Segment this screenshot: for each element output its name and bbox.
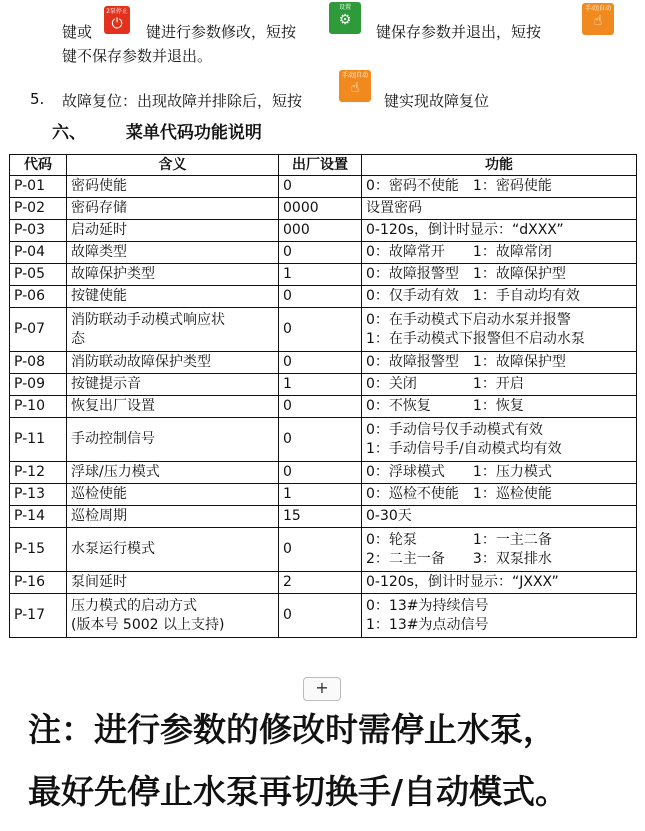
cell-function xyxy=(362,572,637,594)
cell-function xyxy=(362,198,637,220)
cell-function-line: 0-120s，倒计时显示：“dXXX” xyxy=(366,222,564,238)
table-row xyxy=(10,462,637,484)
cell-default: 0 xyxy=(279,418,362,462)
cell-function xyxy=(362,528,637,572)
section-heading xyxy=(52,118,262,143)
cell-function-line: 1：在手动模式下报警但不启动水泵 xyxy=(366,330,585,347)
cell-default: 0 xyxy=(279,594,362,638)
power-icon: ⏻ xyxy=(111,16,123,32)
cell-meaning xyxy=(67,374,279,396)
cell-code: P-12 xyxy=(10,462,67,484)
cell-meaning-line: 恢复出厂设置 xyxy=(71,398,155,414)
cell-meaning xyxy=(67,528,279,572)
cell-function-line: 0：浮球模式 1：压力模式 xyxy=(366,464,552,480)
section-number: 六、 xyxy=(52,123,86,143)
cell-meaning-line: 消防联动手动模式响应状 xyxy=(71,311,225,328)
cell-function xyxy=(362,264,637,286)
cell-function xyxy=(362,418,637,462)
cell-function xyxy=(362,286,637,308)
table-row xyxy=(10,396,637,418)
table-row xyxy=(10,484,637,506)
cell-function-line: 0-30天 xyxy=(366,508,412,524)
cell-function-line: 1：手动信号手/自动模式均有效 xyxy=(366,440,562,457)
cell-meaning-line: 故障保护类型 xyxy=(71,266,155,282)
add-button[interactable]: + xyxy=(303,677,341,701)
cell-meaning xyxy=(67,484,279,506)
table-row xyxy=(10,220,637,242)
cell-function xyxy=(362,176,637,198)
table-row xyxy=(10,374,637,396)
text-line-1 xyxy=(62,21,92,42)
hand-pointer-icon: ☝ xyxy=(350,80,360,96)
cell-meaning-line: 水泵运行模式 xyxy=(71,541,155,557)
cell-meaning-line: 压力模式的启动方式 xyxy=(71,597,197,614)
cell-function xyxy=(362,242,637,264)
cell-meaning xyxy=(67,352,279,374)
menu-code-table xyxy=(9,154,637,638)
cell-function-line: 1：13#为点动信号 xyxy=(366,616,489,633)
cell-code: P-09 xyxy=(10,374,67,396)
cell-function-line: 0：不恢复 1：恢复 xyxy=(366,398,524,414)
cell-default: 2 xyxy=(279,572,362,594)
cell-meaning-line: (版本号 5002 以上支持) xyxy=(71,616,225,633)
cell-meaning-line: 巡检周期 xyxy=(71,508,127,524)
cell-function-line: 0：手动信号仅手动模式有效 xyxy=(366,421,543,438)
cell-meaning-line: 密码存储 xyxy=(71,200,127,216)
cell-code: P-11 xyxy=(10,418,67,462)
cell-meaning-line: 浮球/压力模式 xyxy=(71,464,160,480)
cell-default: 0 xyxy=(279,462,362,484)
text-line-1-post xyxy=(376,21,541,42)
cell-meaning-line: 按键使能 xyxy=(71,288,127,304)
cell-meaning xyxy=(67,242,279,264)
cell-code: P-10 xyxy=(10,396,67,418)
gear-icon: ⚙ xyxy=(338,12,352,28)
cell-function xyxy=(362,484,637,506)
cell-function-line: 0：故障常开 1：故障常闭 xyxy=(366,244,552,260)
stop-button-icon xyxy=(104,6,130,34)
cell-meaning xyxy=(67,572,279,594)
cell-meaning xyxy=(67,462,279,484)
cell-default: 1 xyxy=(279,264,362,286)
cell-meaning xyxy=(67,308,279,352)
manual-auto-caption: 手动|自动 xyxy=(584,5,612,12)
manual-auto-button-icon xyxy=(582,3,614,35)
cell-function-line: 0：故障报警型 1：故障保护型 xyxy=(366,266,566,282)
text-line-2: 键不保存参数并退出。 xyxy=(62,47,213,65)
header-code: 代码 xyxy=(10,155,67,176)
cell-function-line: 0：关闭 1：开启 xyxy=(366,376,524,392)
cell-function xyxy=(362,396,637,418)
cell-meaning xyxy=(67,264,279,286)
cell-code: P-02 xyxy=(10,198,67,220)
item5-pre: 故障复位：出现故障并排除后，短按 xyxy=(62,92,303,110)
cell-default: 0000 xyxy=(279,198,362,220)
table-row xyxy=(10,352,637,374)
cell-function xyxy=(362,220,637,242)
stop-caption: 2泵停止 xyxy=(106,8,128,15)
cell-function-line: 设置密码 xyxy=(366,200,422,216)
cell-code: P-17 xyxy=(10,594,67,638)
note-line-2: 最好先停止水泵再切换手/自动模式。 xyxy=(28,772,569,811)
cell-code: P-07 xyxy=(10,308,67,352)
table-row xyxy=(10,198,637,220)
cell-meaning-line: 巡检使能 xyxy=(71,486,127,502)
cell-meaning-line: 态 xyxy=(71,330,85,347)
cell-code: P-05 xyxy=(10,264,67,286)
cell-meaning xyxy=(67,396,279,418)
cell-default: 0 xyxy=(279,286,362,308)
cell-function xyxy=(362,308,637,352)
cell-meaning xyxy=(67,594,279,638)
cell-default: 1 xyxy=(279,484,362,506)
cell-function-line: 0：轮泵 1：一主二备 xyxy=(366,531,552,548)
cell-function-line: 2：二主一备 3：双泵排水 xyxy=(366,550,552,567)
cell-meaning xyxy=(67,176,279,198)
table-row xyxy=(10,572,637,594)
table-header-row xyxy=(10,155,637,176)
cell-default: 0 xyxy=(279,308,362,352)
table-row xyxy=(10,594,637,638)
cell-function-line: 0：密码不使能 1：密码使能 xyxy=(366,178,552,194)
item5-post: 键实现故障复位 xyxy=(384,92,490,110)
text-mid: 键进行参数修改，短按 xyxy=(146,23,297,41)
cell-function-line: 0：仅手动有效 1：手自动均有效 xyxy=(366,288,580,304)
cell-meaning-line: 泵间延时 xyxy=(71,574,127,590)
cell-meaning-line: 手动控制信号 xyxy=(71,431,155,447)
cell-default: 000 xyxy=(279,220,362,242)
cell-meaning xyxy=(67,506,279,528)
cell-code: P-14 xyxy=(10,506,67,528)
cell-default: 0 xyxy=(279,242,362,264)
cell-function xyxy=(362,374,637,396)
cell-function-line: 0：在手动模式下启动水泵并报警 xyxy=(366,311,571,328)
cell-meaning-line: 密码使能 xyxy=(71,178,127,194)
cell-meaning-line: 启动延时 xyxy=(71,222,127,238)
cell-code: P-08 xyxy=(10,352,67,374)
text-line-1-mid xyxy=(146,21,296,42)
cell-code: P-03 xyxy=(10,220,67,242)
text-post: 键保存参数并退出，短按 xyxy=(376,23,542,41)
table-row xyxy=(10,264,637,286)
manual-auto-caption-2: 手动|自动 xyxy=(341,72,369,79)
cell-default: 0 xyxy=(279,176,362,198)
set-caption: 设置 xyxy=(338,4,351,11)
cell-meaning xyxy=(67,198,279,220)
table-row xyxy=(10,418,637,462)
cell-default: 0 xyxy=(279,396,362,418)
table-row xyxy=(10,528,637,572)
table-row xyxy=(10,286,637,308)
cell-function xyxy=(362,462,637,484)
table-row xyxy=(10,308,637,352)
manual-auto-button-icon-2 xyxy=(339,70,371,102)
note-line-1: 注：进行参数的修改时需停止水泵， xyxy=(28,710,556,749)
item5-number: 5. xyxy=(30,90,45,108)
cell-default: 15 xyxy=(279,506,362,528)
cell-code: P-16 xyxy=(10,572,67,594)
cell-meaning-line: 故障类型 xyxy=(71,244,127,260)
section-title: 菜单代码功能说明 xyxy=(125,123,262,143)
set-button-icon xyxy=(329,2,361,34)
cell-meaning xyxy=(67,418,279,462)
text-pre: 键或 xyxy=(62,23,93,41)
cell-meaning-line: 消防联动故障保护类型 xyxy=(71,354,211,370)
cell-code: P-06 xyxy=(10,286,67,308)
header-meaning: 含义 xyxy=(67,155,279,176)
cell-function-line: 0：13#为持续信号 xyxy=(366,597,489,614)
table-row xyxy=(10,242,637,264)
cell-code: P-15 xyxy=(10,528,67,572)
cell-code: P-01 xyxy=(10,176,67,198)
table-row xyxy=(10,506,637,528)
cell-default: 1 xyxy=(279,374,362,396)
cell-meaning xyxy=(67,220,279,242)
cell-default: 0 xyxy=(279,352,362,374)
cell-code: P-13 xyxy=(10,484,67,506)
cell-default: 0 xyxy=(279,528,362,572)
cell-function-line: 0-120s，倒计时显示：“JXXX” xyxy=(366,574,559,590)
table-row xyxy=(10,176,637,198)
header-default: 出厂设置 xyxy=(279,155,362,176)
cell-function xyxy=(362,506,637,528)
cell-meaning-line: 按键提示音 xyxy=(71,376,141,392)
table-body xyxy=(10,176,637,638)
cell-function-line: 0：故障报警型 1：故障保护型 xyxy=(366,354,566,370)
cell-meaning xyxy=(67,286,279,308)
hand-pointer-icon: ☝ xyxy=(593,13,603,29)
header-function: 功能 xyxy=(362,155,637,176)
cell-function xyxy=(362,352,637,374)
cell-code: P-04 xyxy=(10,242,67,264)
cell-function-line: 0：巡检不使能 1：巡检使能 xyxy=(366,486,552,502)
cell-function xyxy=(362,594,637,638)
